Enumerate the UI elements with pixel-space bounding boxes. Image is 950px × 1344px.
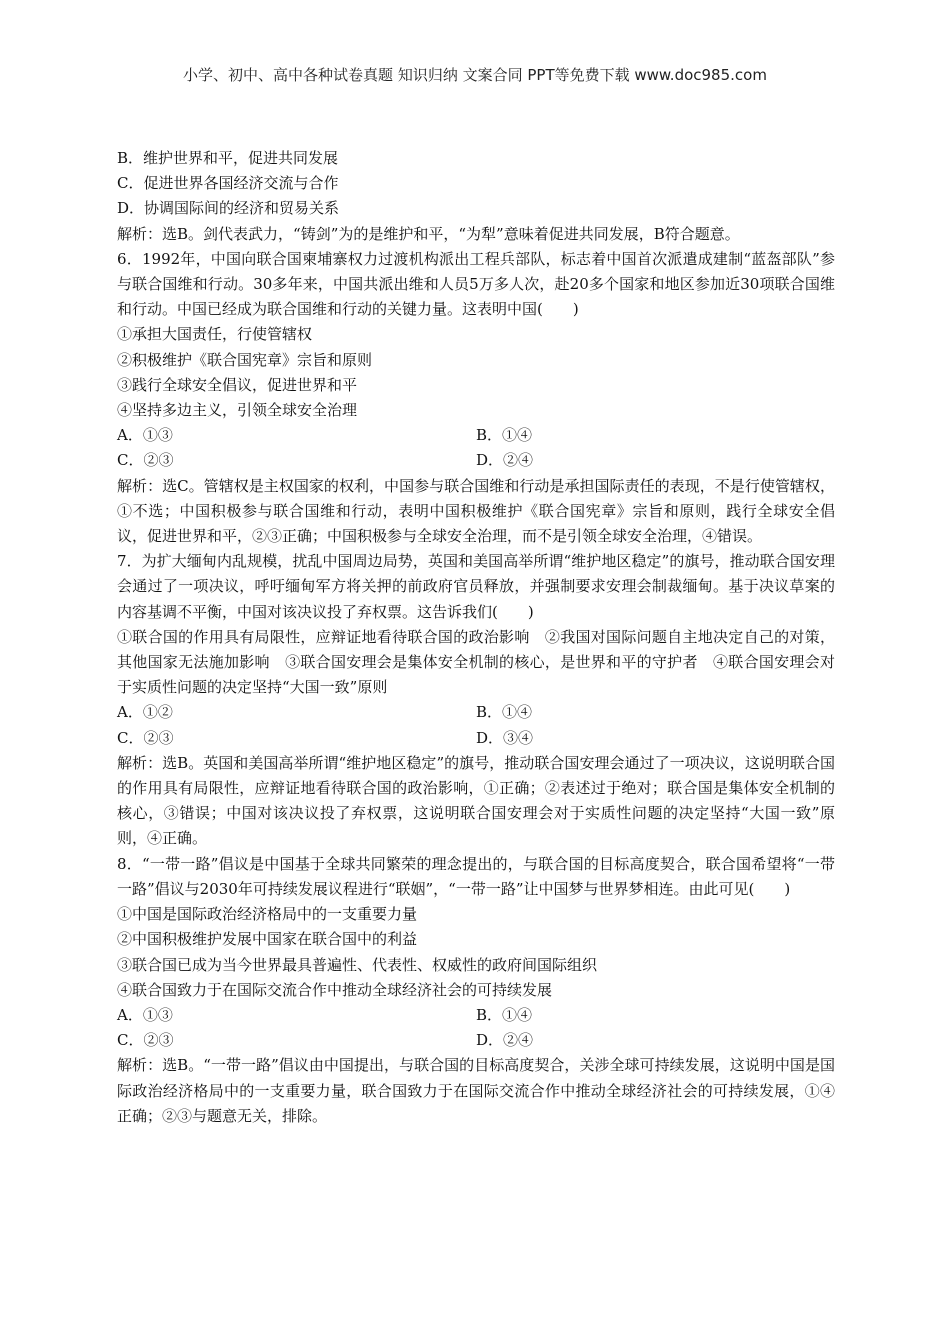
q6-option-b: B．①④ [476, 426, 533, 445]
q8-item: ②中国积极维护发展中国家在联合国中的利益 [117, 930, 418, 949]
q6-item: ③践行全球安全倡议，促进世界和平 [117, 375, 358, 394]
q7-options-row-2 [117, 726, 835, 751]
q7-analysis: 解析：选B。英国和美国高举所谓“维护地区稳定”的旗号，推动联合国安理会通过了一项决议，这说明联合国的作用具有局限性，应辩证地看待联合国的政治影响，①正确；②表述过于绝对；联合国是集体安全机制的核心，③错误；中国对该决议投了弃权票，这说明联合国安理会对于实质性问题的决定坚持“大国一致”原则，④正确。 [117, 753, 835, 848]
q7-option-a: A．①② [117, 703, 173, 722]
q7-stem: 7．为扩大缅甸内乱规模，扰乱中国周边局势，英国和美国高举所谓“维护地区稳定”的旗号，推动联合国安理会通过了一项决议，呼吁缅甸军方将关押的前政府官员释放，并强制要求安理会制裁缅甸。基于决议草案的内容基调不平衡，中国对该决议投了弃权票。这告诉我们( ) [117, 552, 835, 621]
q6-options-row-1 [117, 423, 835, 448]
q8-item: ③联合国已成为当今世界最具普遍性、代表性、权威性的政府间国际组织 [117, 955, 598, 974]
q7-option-b: B．①④ [476, 703, 533, 722]
q5-option-b: B．维护世界和平，促进共同发展 [117, 149, 339, 167]
page-header: 小学、初中、高中各种试卷真题 知识归纳 文案合同 PPT等免费下载 www.doc985.com [183, 66, 767, 84]
q8-option-a: A．①③ [117, 1005, 173, 1024]
q5-option-c: C．促进世界各国经济交流与合作 [117, 174, 339, 193]
q8-option-c: C．②③ [117, 1031, 174, 1050]
q6-item: ④坚持多边主义，引领全球安全治理 [117, 401, 358, 420]
q8-option-b: B．①④ [476, 1005, 533, 1024]
q6-item: ②积极维护《联合国宪章》宗旨和原则 [117, 350, 373, 369]
q6-options-row-2 [117, 448, 835, 473]
q6-option-d: D．②④ [476, 451, 534, 470]
q5-analysis: 解析：选B。剑代表武力，“铸剑”为的是维护和平，“为犁”意味着促进共同发展，B符合题意。 [117, 224, 740, 243]
q6-option-c: C．②③ [117, 451, 174, 470]
q5-option-d: D．协调国际间的经济和贸易关系 [117, 199, 340, 218]
q7-option-c: C．②③ [117, 728, 174, 747]
q8-option-d: D．②④ [476, 1031, 534, 1050]
q8-item: ④联合国致力于在国际交流合作中推动全球经济社会的可持续发展 [117, 980, 553, 999]
q8-options-row-1 [117, 1003, 835, 1028]
q8-stem: 8．“一带一路”倡议是中国基于全球共同繁荣的理念提出的，与联合国的目标高度契合，联合国希望将“一带一路”倡议与2030年可持续发展议程进行“联姻”，“一带一路”让中国梦与世界梦相连。由此可见( ) [117, 854, 835, 898]
document-body [117, 146, 835, 1129]
q8-options-row-2 [117, 1028, 835, 1053]
q7-options-row-1 [117, 700, 835, 725]
q8-item: ①中国是国际政治经济格局中的一支重要力量 [117, 905, 418, 924]
q6-stem: 6．1992年，中国向联合国柬埔寨权力过渡机构派出工程兵部队，标志着中国首次派遣成建制“蓝盔部队”参与联合国维和行动。30多年来，中国共派出维和人员5万多人次，赴20多个国家和地区参加近30项联合国维和行动。中国已经成为联合国维和行动的关键力量。这表明中国( ) [117, 249, 835, 319]
q7-option-d: D．③④ [476, 728, 534, 747]
q8-analysis: 解析：选B。“一带一路”倡议由中国提出，与联合国的目标高度契合，关涉全球可持续发展，这说明中国是国际政治经济格局中的一支重要力量，联合国致力于在国际交流合作中推动全球经济社会的可持续发展，①④正确；②③与题意无关，排除。 [117, 1056, 835, 1125]
q7-items: ①联合国的作用具有局限性，应辩证地看待联合国的政治影响 ②我国对国际问题自主地决定自己的对策，其他国家无法施加影响 ③联合国安理会是集体安全机制的核心，是世界和平的守护者 ④联合国安理会对于实质性问题的决定坚持“大国一致”原则 [117, 627, 835, 697]
q6-option-a: A．①③ [117, 426, 173, 445]
q6-analysis: 解析：选C。管辖权是主权国家的权利，中国参与联合国维和行动是承担国际责任的表现，不是行使管辖权，①不选；中国积极参与联合国维和行动，表明中国积极维护《联合国宪章》宗旨和原则，践行全球安全倡议，促进世界和平，②③正确；中国积极参与全球安全治理，而不是引领全球安全治理，④错误。 [117, 476, 835, 546]
q6-item: ①承担大国责任，行使管辖权 [117, 325, 313, 344]
